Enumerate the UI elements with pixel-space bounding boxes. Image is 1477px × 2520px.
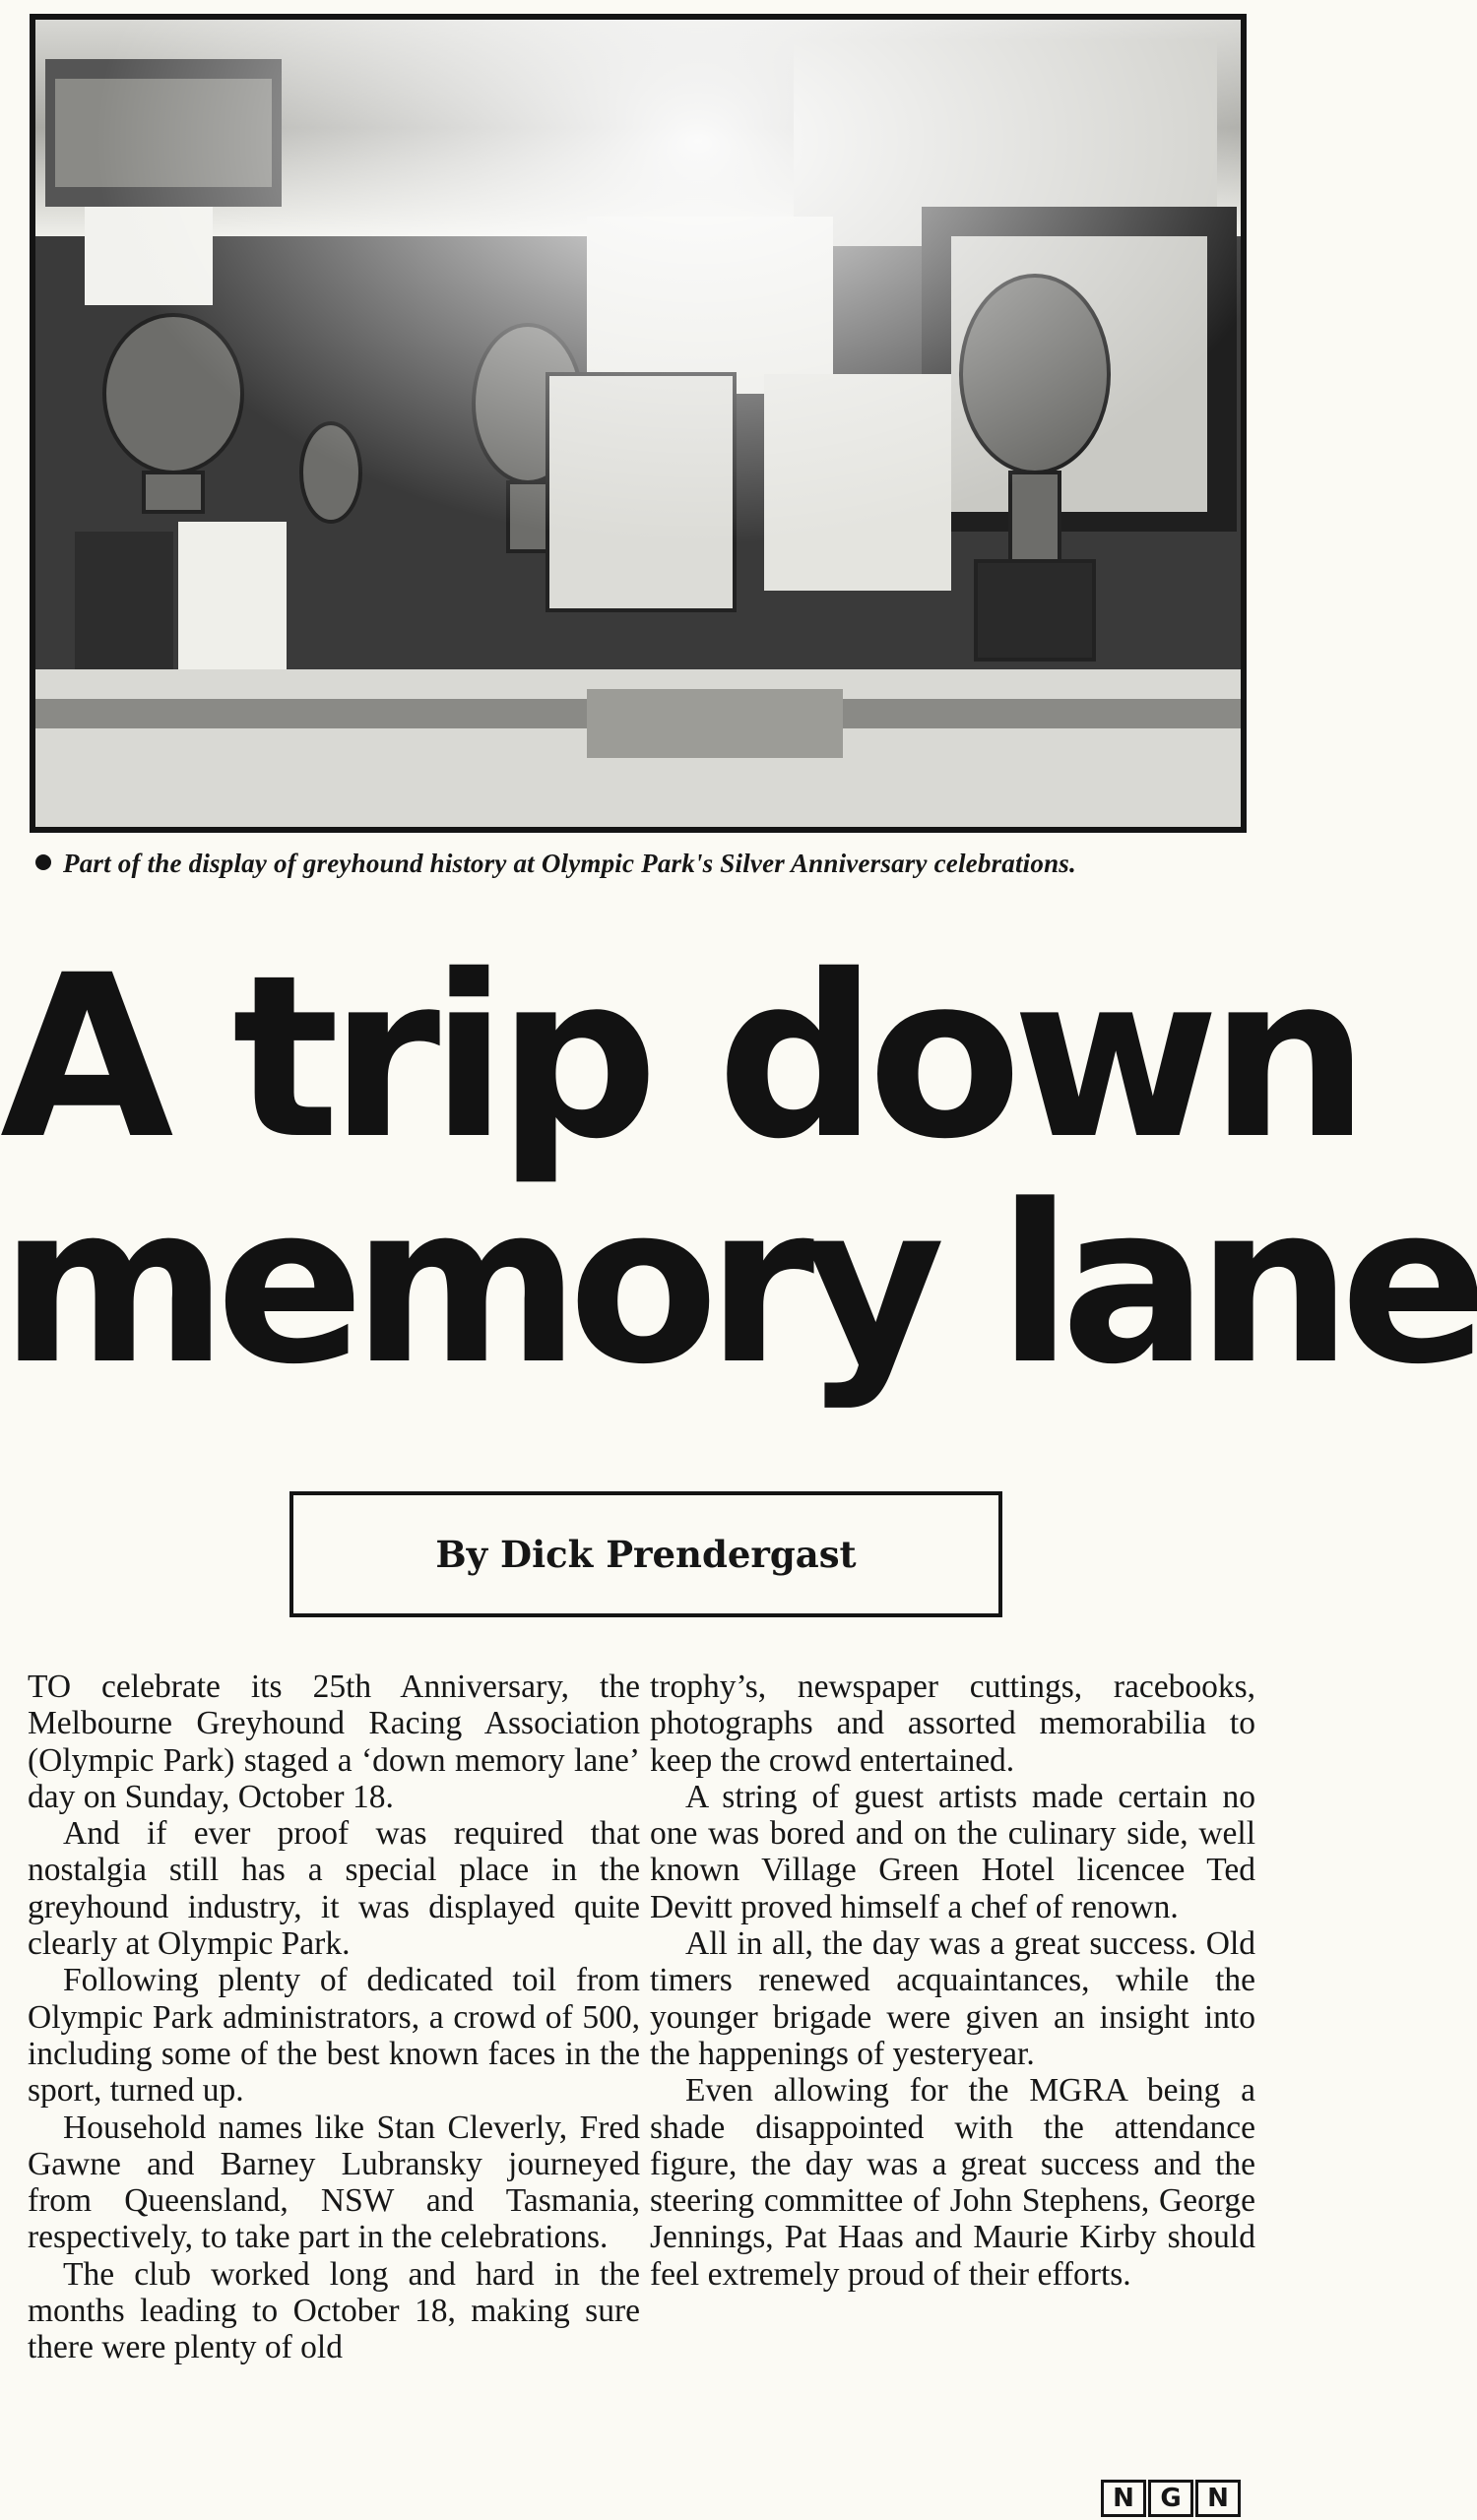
ngn-logo-letter: G (1148, 2480, 1193, 2517)
ngn-logo-letter: N (1101, 2480, 1146, 2517)
headline-line-1: A trip down (0, 926, 1360, 1188)
ngn-logo-letter: N (1195, 2480, 1241, 2517)
photo-caption-text: Part of the display of greyhound history at Olympic Park's Silver Anniversary celebrations. (63, 849, 1076, 878)
photo-caption (35, 849, 1256, 879)
paragraph: All in all, the day was a great success. Old timers renewed acquaintances, while the younger brigade were given an insight into the happenings of yesteryear. (650, 1925, 1255, 2072)
article-column-right (650, 1669, 1255, 2293)
trophy-display-illustration (35, 20, 1241, 827)
trophy-display-photo (30, 14, 1247, 833)
paragraph: trophy’s, newspaper cuttings, racebooks, photographs and assorted memorabilia to keep the crowd entertained. (650, 1669, 1255, 1779)
ngn-logo (1101, 2480, 1241, 2517)
paragraph: Household names like Stan Cleverly, Fred Gawne and Barney Lubransky journeyed from Queensland, NSW and Tasmania, respectively, to take part in the celebrations. (28, 2109, 640, 2256)
headline-line-2: memory lane (0, 1159, 1477, 1413)
byline: By Dick Prendergast (435, 1533, 857, 1576)
article-column-left (28, 1669, 640, 2366)
paragraph: A string of guest artists made certain no one was bored and on the culinary side, well known Village Green Hotel licencee Ted Devitt proved himself a chef of renown. (650, 1778, 1255, 1925)
paragraph: Even allowing for the MGRA being a shade disappointed with the attendance figure, the day was a great success and the steering committee of John Stephens, George Jennings, Pat Haas and Maurie Kirby should feel extremely proud of their efforts. (650, 2072, 1255, 2293)
paragraph: And if ever proof was required that nostalgia still has a special place in the greyhound industry, it was displayed quite clearly at Olympic Park. (28, 1815, 640, 1963)
paragraph: TO celebrate its 25th Anniversary, the Melbourne Greyhound Racing Association (Olympic Park) staged a ‘down memory lane’ day on Sunday, October 18. (28, 1669, 640, 1815)
bullet-icon (35, 854, 51, 870)
byline-box (289, 1491, 1002, 1617)
paragraph: The club worked long and hard in the months leading to October 18, making sure there were plenty of old (28, 2255, 640, 2366)
paragraph: Following plenty of dedicated toil from Olympic Park administrators, a crowd of 500, including some of the best known faces in the sport, turned up. (28, 1962, 640, 2110)
